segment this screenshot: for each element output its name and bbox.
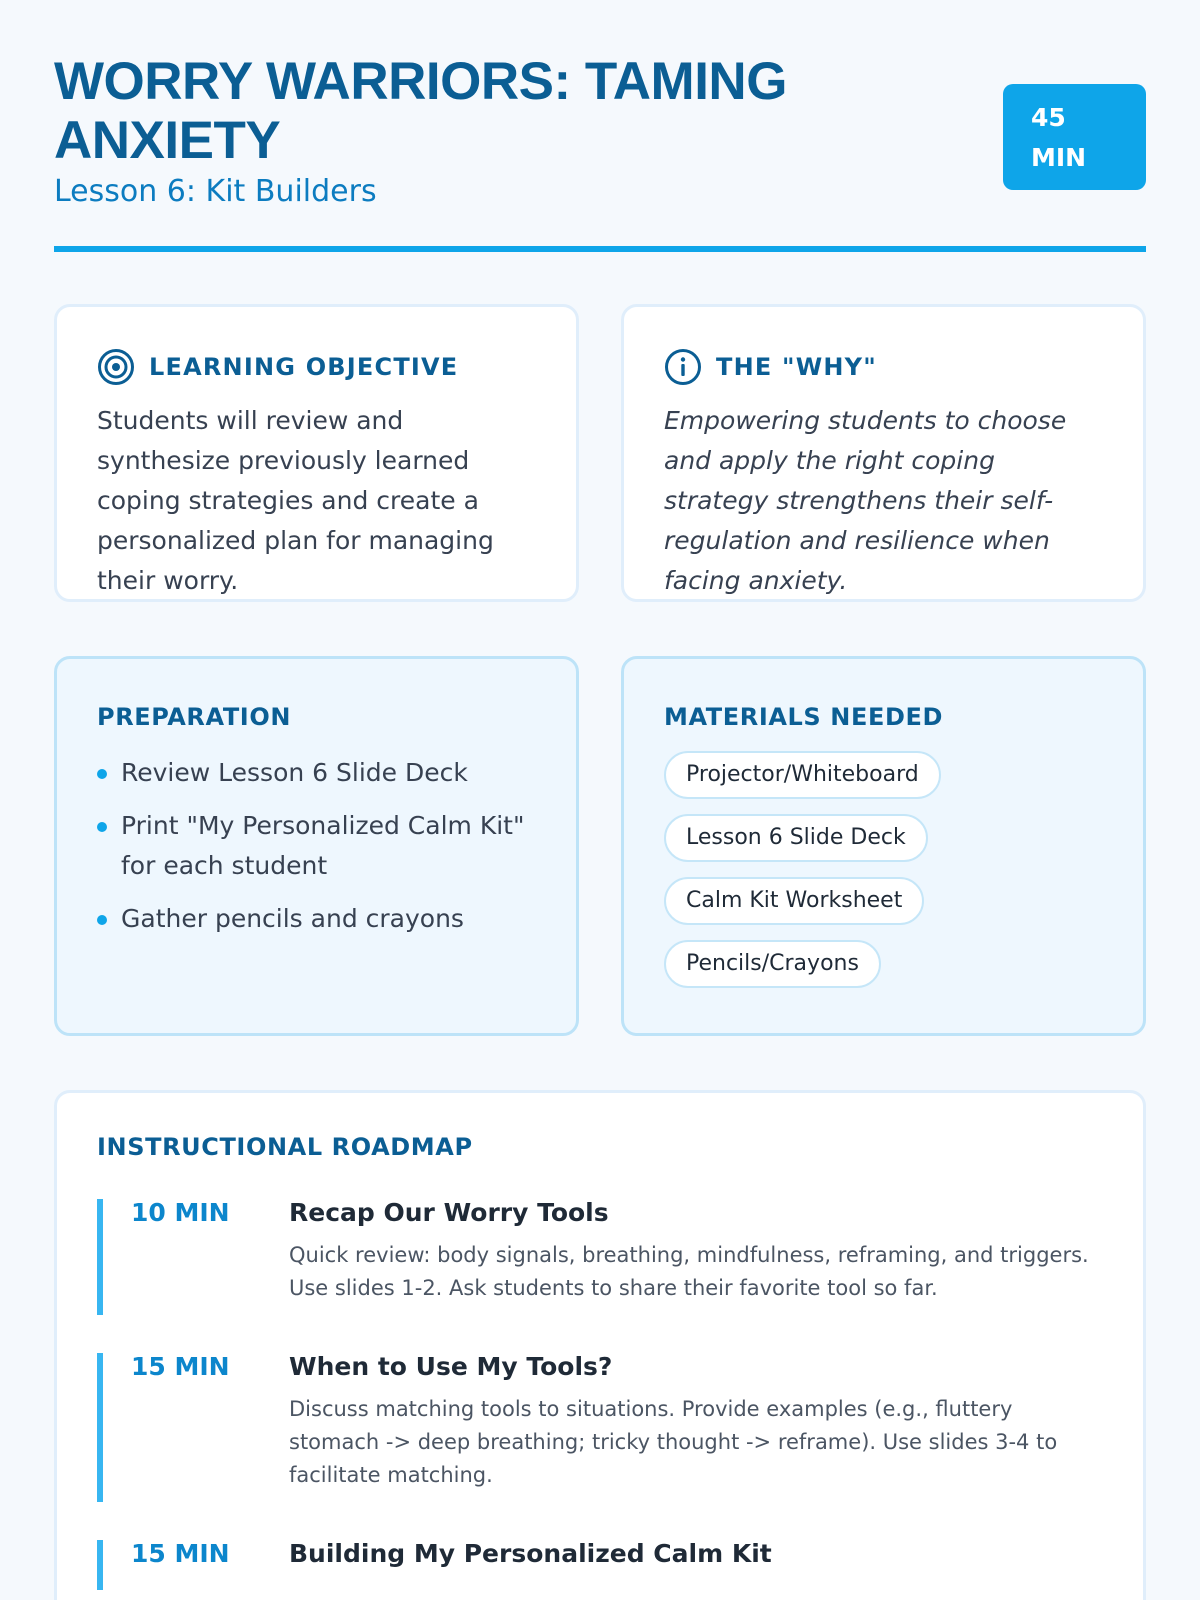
- material-chip: Calm Kit Worksheet: [664, 877, 924, 925]
- material-chip: Projector/Whiteboard: [664, 751, 941, 799]
- learning-objective-card: [54, 304, 579, 602]
- roadmap-step: [97, 1540, 1103, 1590]
- learning-objective-text: Students will review and synthesize previously learned coping strategies and create a personalized plan for managing their worry.: [97, 406, 494, 595]
- overview-row: [54, 304, 1146, 602]
- material-chip: Pencils/Crayons: [664, 940, 881, 988]
- lesson-header: [54, 52, 1146, 252]
- step-duration: 15 MIN: [131, 1352, 230, 1381]
- why-heading: [664, 347, 1103, 387]
- step-description: Quick review: body signals, breathing, mindfulness, reframing, and triggers. Use slides 1-2. Ask students to share their favorite tool so far.: [289, 1243, 1089, 1300]
- info-icon: [664, 348, 702, 386]
- material-chip: Lesson 6 Slide Deck: [664, 814, 928, 862]
- step-duration: 15 MIN: [131, 1539, 230, 1568]
- why-card: [621, 304, 1146, 602]
- target-icon: [97, 348, 135, 386]
- setup-row: [54, 656, 1146, 1036]
- why-text: Empowering students to choose and apply the right coping strategy strengthens their self-regulation and resilience when facing anxiety.: [664, 406, 1067, 595]
- preparation-list: [97, 753, 536, 939]
- roadmap-heading: INSTRUCTIONAL ROADMAP: [97, 1133, 473, 1161]
- list-item: Print "My Personalized Calm Kit" for each student: [97, 806, 536, 886]
- step-description: [289, 1580, 1103, 1590]
- materials-chip-list: [664, 751, 1103, 988]
- preparation-card: [54, 656, 579, 1036]
- page-title: WORRY WARRIORS: TAMING ANXIETY: [54, 52, 787, 170]
- step-duration: 10 MIN: [131, 1198, 230, 1227]
- learning-objective-heading: [97, 347, 536, 387]
- lesson-subtitle: Lesson 6: Kit Builders: [54, 174, 377, 209]
- duration-badge: 45 MIN: [1003, 84, 1146, 190]
- step-title: When to Use My Tools?: [289, 1352, 613, 1381]
- step-description: Discuss matching tools to situations. Provide examples (e.g., fluttery stomach -> deep breathing; tricky thought -> reframe). Use slides 3-4 to facilitate matching.: [289, 1397, 1058, 1487]
- instructional-roadmap-card: [54, 1090, 1146, 1600]
- step-body: [289, 1540, 1103, 1590]
- roadmap-step: [97, 1353, 1103, 1502]
- learning-objective-label: LEARNING OBJECTIVE: [149, 353, 459, 381]
- why-label: THE "WHY": [716, 353, 877, 381]
- step-title: Building My Personalized Calm Kit: [289, 1539, 772, 1568]
- materials-heading: MATERIALS NEEDED: [664, 703, 943, 731]
- step-title: Recap Our Worry Tools: [289, 1198, 609, 1227]
- list-item: Gather pencils and crayons: [97, 899, 536, 939]
- list-item: Review Lesson 6 Slide Deck: [97, 753, 536, 793]
- step-body: [289, 1353, 1103, 1502]
- step-body: [289, 1199, 1103, 1315]
- preparation-heading: PREPARATION: [97, 703, 292, 731]
- materials-card: [621, 656, 1146, 1036]
- roadmap-step: [97, 1199, 1103, 1315]
